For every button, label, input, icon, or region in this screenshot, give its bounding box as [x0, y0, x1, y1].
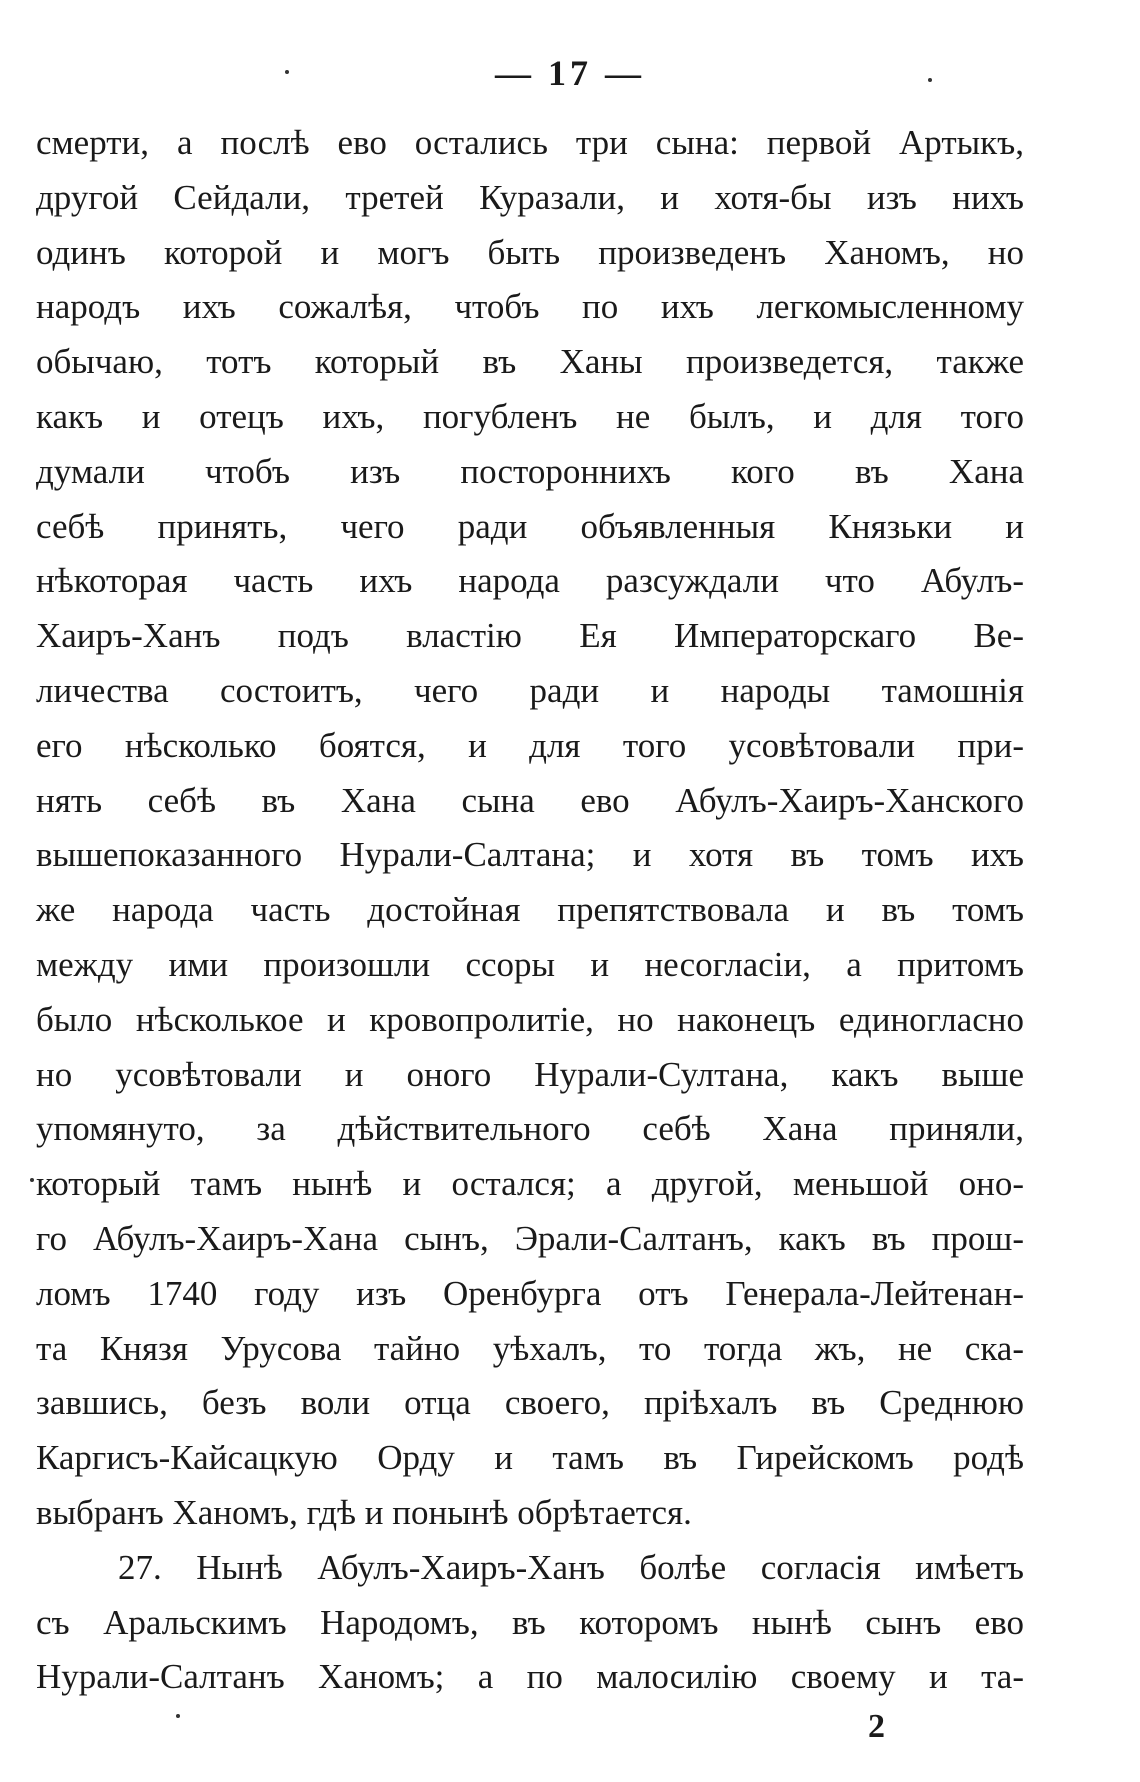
text-line: та Князя Урусова тайно уѣхалъ, то тогда жъ, не ска-	[36, 1328, 1024, 1368]
text-line: какъ и отецъ ихъ, погубленъ не былъ, и для того	[36, 396, 1024, 436]
text-line: нѣкоторая часть ихъ народа разсуждали что Абулъ-	[36, 561, 1024, 601]
text-line: съ Аральскимъ Народомъ, въ которомъ нынѣ сынъ ево	[36, 1602, 1024, 1642]
paragraph-first-line: 27. Нынѣ Абулъ-Хаиръ-Ханъ болѣе согласія имѣетъ	[118, 1547, 1024, 1587]
paragraph-last-line: выбранъ Ханомъ, гдѣ и понынѣ обрѣтается.	[36, 1492, 692, 1532]
text-line: народъ ихъ сожалѣя, чтобъ по ихъ легкомысленному	[36, 287, 1024, 327]
body-text	[36, 116, 1024, 1705]
text-line: завшись, безъ воли отца своего, пріѣхалъ въ Среднюю	[36, 1383, 1024, 1423]
text-line: но усовѣтовали и оного Нурали-Султана, какъ выше	[36, 1054, 1024, 1094]
text-line: Хаиръ-Ханъ подъ властію Ея Императорскаго Ве-	[36, 616, 1024, 656]
text-line: обычаю, тотъ который въ Ханы произведется, также	[36, 342, 1024, 382]
text-line: одинъ которой и могъ быть произведенъ Ханомъ, но	[36, 232, 1024, 272]
text-line: упомянуто, за дѣйствительного себѣ Хана приняли,	[36, 1109, 1024, 1149]
signature-mark: 2	[868, 1708, 885, 1745]
text-line: себѣ принять, чего ради объявленныя Князьки и	[36, 506, 1024, 546]
print-speck	[30, 1178, 34, 1182]
text-line: который тамъ нынѣ и остался; а другой, меньшой оно-	[36, 1164, 1024, 1204]
page-number-header: — 17 —	[495, 53, 645, 93]
text-line: смерти, а послѣ ево остались три сына: первой Артыкъ,	[36, 123, 1024, 162]
text-line: же народа часть достойная препятствовала и въ томъ	[36, 890, 1024, 930]
text-line: ломъ 1740 году изъ Оренбурга отъ Генерала-Лейтенан-	[36, 1273, 1024, 1313]
text-line: другой Сейдали, третей Куразали, и хотя-бы изъ нихъ	[36, 177, 1024, 217]
text-line: было нѣсколькое и кровопролитіе, но наконецъ единогласно	[36, 999, 1024, 1039]
text-line: между ими произошли ссоры и несогласіи, а притомъ	[36, 944, 1024, 984]
text-line: думали чтобъ изъ постороннихъ кого въ Хана	[36, 451, 1024, 491]
text-line: его нѣсколько боятся, и для того усовѣтовали при-	[36, 725, 1024, 765]
text-line: Нурали-Салтанъ Ханомъ; а по малосилію своему и та-	[36, 1657, 1024, 1697]
print-speck	[285, 70, 289, 74]
text-line: личества состоитъ, чего ради и народы тамошнія	[36, 670, 1024, 710]
text-line: нять себѣ въ Хана сына ево Абулъ-Хаиръ-Ханского	[36, 780, 1024, 820]
text-line: вышепоказанного Нурали-Салтана; и хотя въ томъ ихъ	[36, 835, 1024, 875]
text-line: го Абулъ-Хаиръ-Хана сынъ, Эрали-Салтанъ, какъ въ прош-	[36, 1218, 1024, 1258]
print-speck	[928, 78, 932, 82]
print-speck	[176, 1714, 180, 1718]
text-line: Каргисъ-Кайсацкую Орду и тамъ въ Гирейскомъ родѣ	[36, 1438, 1024, 1478]
